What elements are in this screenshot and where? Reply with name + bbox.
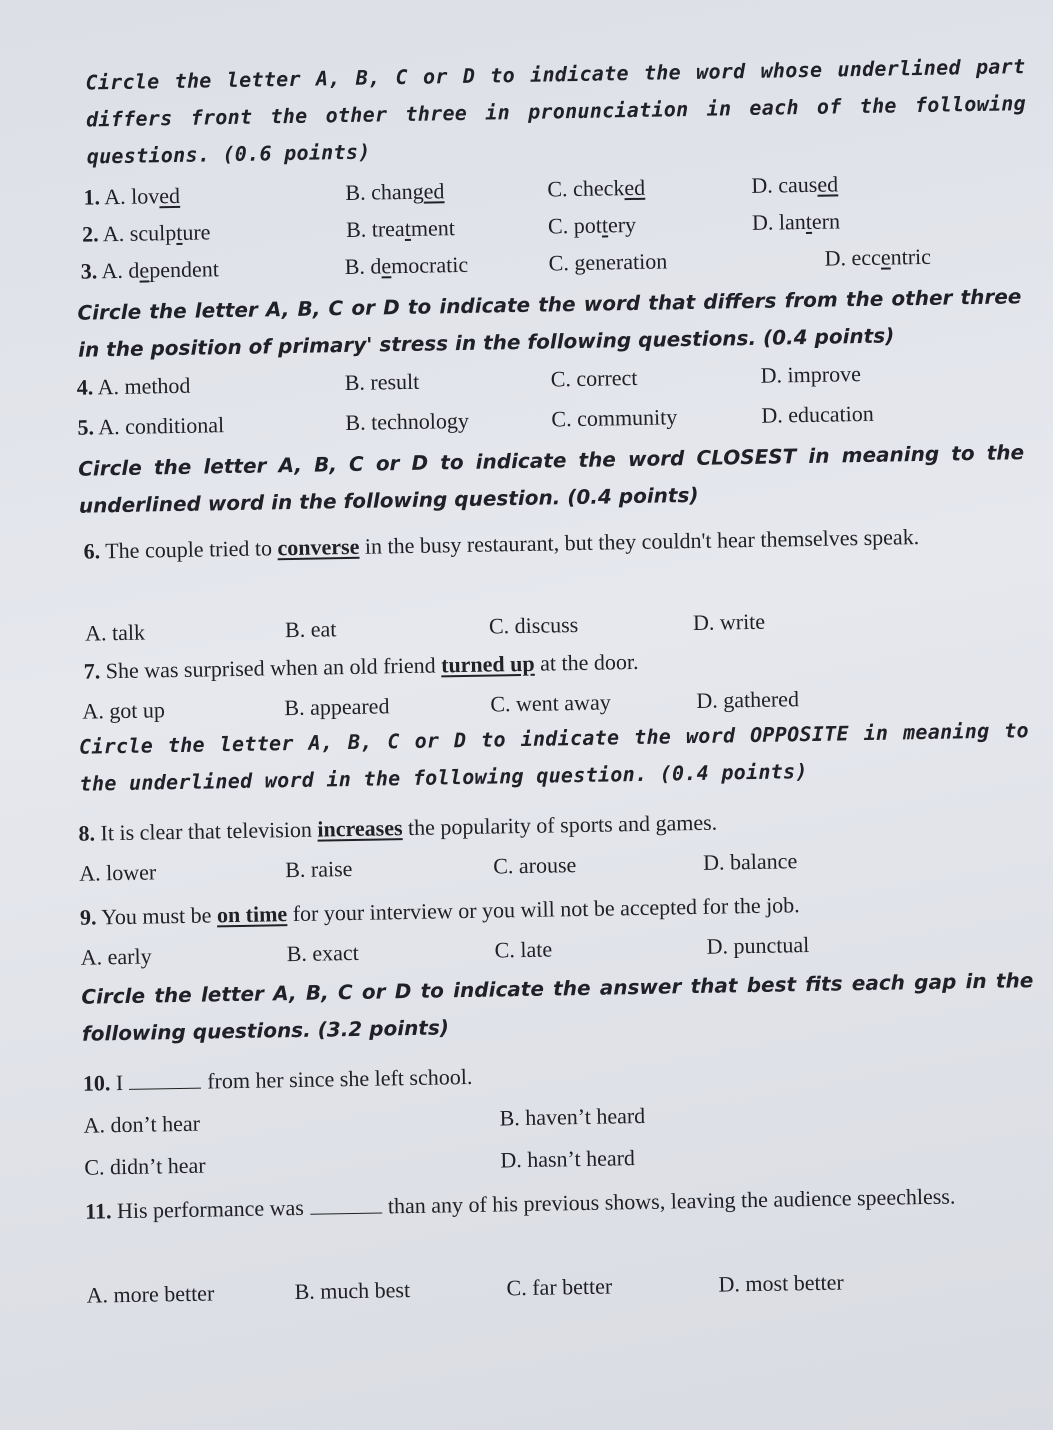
question-5-option-a — [77, 412, 224, 441]
question-8-option-a: A. lower — [79, 859, 157, 886]
question-text: for your interview or you will not be accepted for the job. — [292, 892, 800, 927]
underlined-part: t — [404, 215, 412, 241]
question-7-option-b: B. appeared — [284, 693, 390, 721]
question-1-option-a — [83, 183, 180, 211]
option-text: C. pot — [547, 212, 603, 239]
instruction-text: Circle the letter A, B, C or D to indicate the word OPPOSITE in meaning to the underlined word in the following question. (0.4 points) — [78, 718, 1030, 796]
option-text: mocratic — [390, 251, 469, 279]
question-9-option-d: D. punctual — [706, 932, 810, 959]
question-text: than any of his previous shows, leaving the audience speechless. — [387, 1183, 956, 1219]
question-3-option-d — [824, 244, 931, 272]
underlined-word: converse — [277, 533, 360, 561]
question-9-stem — [80, 892, 800, 931]
question-text: His performance was — [116, 1194, 305, 1224]
question-4-option-c: C. correct — [550, 364, 638, 392]
underlined-word: turned up — [440, 650, 535, 678]
section-1-instruction: Circle the letter A, B, C or D to indicate the word whose underlined part differs front the other three in pronunciation in each of the following questions. (0.6 points) — [85, 54, 1027, 169]
underlined-part: t — [805, 208, 813, 234]
question-8-option-c: C. arouse — [492, 852, 577, 879]
option-text: C. check — [547, 175, 625, 202]
question-6-option-b: B. eat — [284, 616, 337, 643]
question-3-option-a — [81, 256, 220, 284]
underlined-part: ed — [423, 178, 445, 204]
question-7-option-d: D. gathered — [696, 686, 800, 713]
question-number: 2. — [81, 221, 99, 247]
question-1-option-b — [345, 178, 444, 206]
question-6-option-a: A. talk — [84, 619, 146, 646]
question-11-option-d: D. most better — [718, 1269, 844, 1297]
option-text: D. lan — [751, 208, 806, 235]
question-text: from her since she left school. — [207, 1063, 473, 1094]
question-11-option-a: A. more better — [86, 1280, 215, 1308]
option-text: B. d — [344, 253, 382, 280]
option-text: ntric — [890, 243, 932, 270]
question-number: 5. — [77, 414, 95, 440]
question-number: 4. — [76, 374, 94, 400]
option-text: A. method — [97, 372, 191, 400]
option-text: A. sculp — [102, 219, 177, 247]
question-4-option-b: B. result — [344, 368, 420, 396]
underlined-part: e — [139, 257, 150, 283]
question-6-stem — [83, 514, 1024, 572]
question-5-option-b: B. technology — [345, 407, 470, 436]
question-number: 11. — [84, 1198, 112, 1224]
question-text: the popularity of sports and games. — [407, 809, 718, 841]
question-7-option-a: A. got up — [82, 697, 166, 724]
section-5-instruction: Circle the letter A, B, C or D to indicate the answer that best fits each gap in the following questions. (3.2 points) — [81, 968, 1034, 1046]
answer-blank[interactable] — [129, 1074, 201, 1090]
option-text: D. caus — [751, 171, 818, 198]
question-11-option-c: C. far better — [506, 1273, 613, 1301]
underlined-part: t — [175, 219, 183, 245]
option-text: B. trea — [345, 215, 405, 242]
question-text: It is clear that television — [100, 816, 313, 846]
question-11-option-b: B. much best — [294, 1277, 411, 1305]
question-5-option-c: C. community — [551, 404, 678, 432]
question-number: 3. — [80, 258, 98, 284]
question-10-option-c: C. didn’t hear — [84, 1152, 206, 1180]
option-text: eneration — [585, 248, 668, 275]
question-2-option-d — [752, 208, 840, 236]
question-6-option-d: D. write — [692, 608, 766, 635]
underlined-part: g — [574, 249, 586, 276]
question-number: 1. — [83, 184, 101, 210]
question-8-option-b: B. raise — [285, 855, 353, 883]
question-7-stem — [84, 649, 639, 685]
question-number: 8. — [78, 820, 96, 846]
underlined-word: on time — [216, 901, 288, 928]
section-2-instruction: Circle the letter A, B, C or D to indicate the word that differs from the other three in the position of primary' stress in the following questions. (0.4 points) — [77, 284, 1022, 362]
option-text: A. lov — [104, 183, 160, 210]
question-4-option-a — [77, 373, 191, 401]
question-10-stem — [83, 1064, 473, 1097]
question-5-option-d: D. education — [761, 400, 874, 428]
question-11-stem — [85, 1174, 1038, 1233]
question-text: in the busy restaurant, but they couldn't hear themselves speak. — [364, 524, 920, 559]
question-9-option-a: A. early — [80, 943, 152, 970]
question-9-option-c: C. late — [494, 936, 553, 963]
question-3-option-b — [344, 252, 468, 280]
question-text: I — [115, 1070, 124, 1096]
underlined-part: e — [880, 244, 891, 270]
option-text: B. chang — [345, 178, 424, 205]
question-9-option-b: B. exact — [286, 939, 359, 967]
question-8-stem — [78, 810, 717, 847]
question-1-option-c — [547, 175, 645, 203]
question-3-option-c — [548, 248, 667, 276]
underlined-part: ed — [159, 182, 181, 209]
underlined-part: t — [601, 212, 609, 238]
question-10-option-d: D. hasn’t heard — [500, 1145, 636, 1173]
option-text: pendent — [148, 256, 220, 283]
underlined-part: e — [381, 253, 392, 279]
underlined-word: increases — [317, 815, 403, 842]
question-2-option-a — [82, 219, 211, 247]
option-text: ern — [811, 208, 841, 234]
option-text: ment — [410, 215, 456, 241]
underlined-part: ed — [817, 171, 839, 197]
question-number: 10. — [82, 1070, 111, 1096]
section-4-instruction — [79, 712, 1030, 803]
question-10-option-a: A. don’t hear — [83, 1110, 201, 1138]
question-2-option-c — [548, 212, 636, 240]
question-text: She was surprised when an old friend — [105, 652, 436, 684]
option-text: D. ecc — [824, 244, 882, 271]
option-text: ure — [182, 219, 211, 245]
question-number: 6. — [83, 538, 101, 564]
question-7-option-c: C. went away — [490, 689, 611, 717]
question-6-option-c: C. discuss — [488, 612, 579, 639]
question-1-option-d — [751, 171, 838, 199]
question-10-option-b: B. haven’t heard — [499, 1102, 646, 1131]
underlined-part: ed — [624, 174, 646, 201]
question-2-option-b — [346, 215, 455, 243]
section-3-instruction: Circle the letter A, B, C or D to indicate the word CLOSEST in meaning to the underlined word in the following question. (0.4 points) — [77, 440, 1025, 518]
question-8-option-d: D. balance — [702, 848, 798, 875]
option-text: C. — [548, 250, 575, 276]
option-text: A. conditional — [98, 412, 225, 440]
question-number: 9. — [79, 904, 97, 930]
question-text: The couple tried to — [105, 535, 273, 564]
question-text: You must be — [100, 902, 212, 930]
answer-blank[interactable] — [310, 1199, 382, 1215]
question-number: 7. — [83, 658, 101, 684]
question-4-option-d: D. improve — [760, 361, 862, 388]
option-text: ery — [607, 211, 637, 238]
option-text: A. d — [101, 257, 140, 284]
question-text: at the door. — [539, 648, 639, 676]
